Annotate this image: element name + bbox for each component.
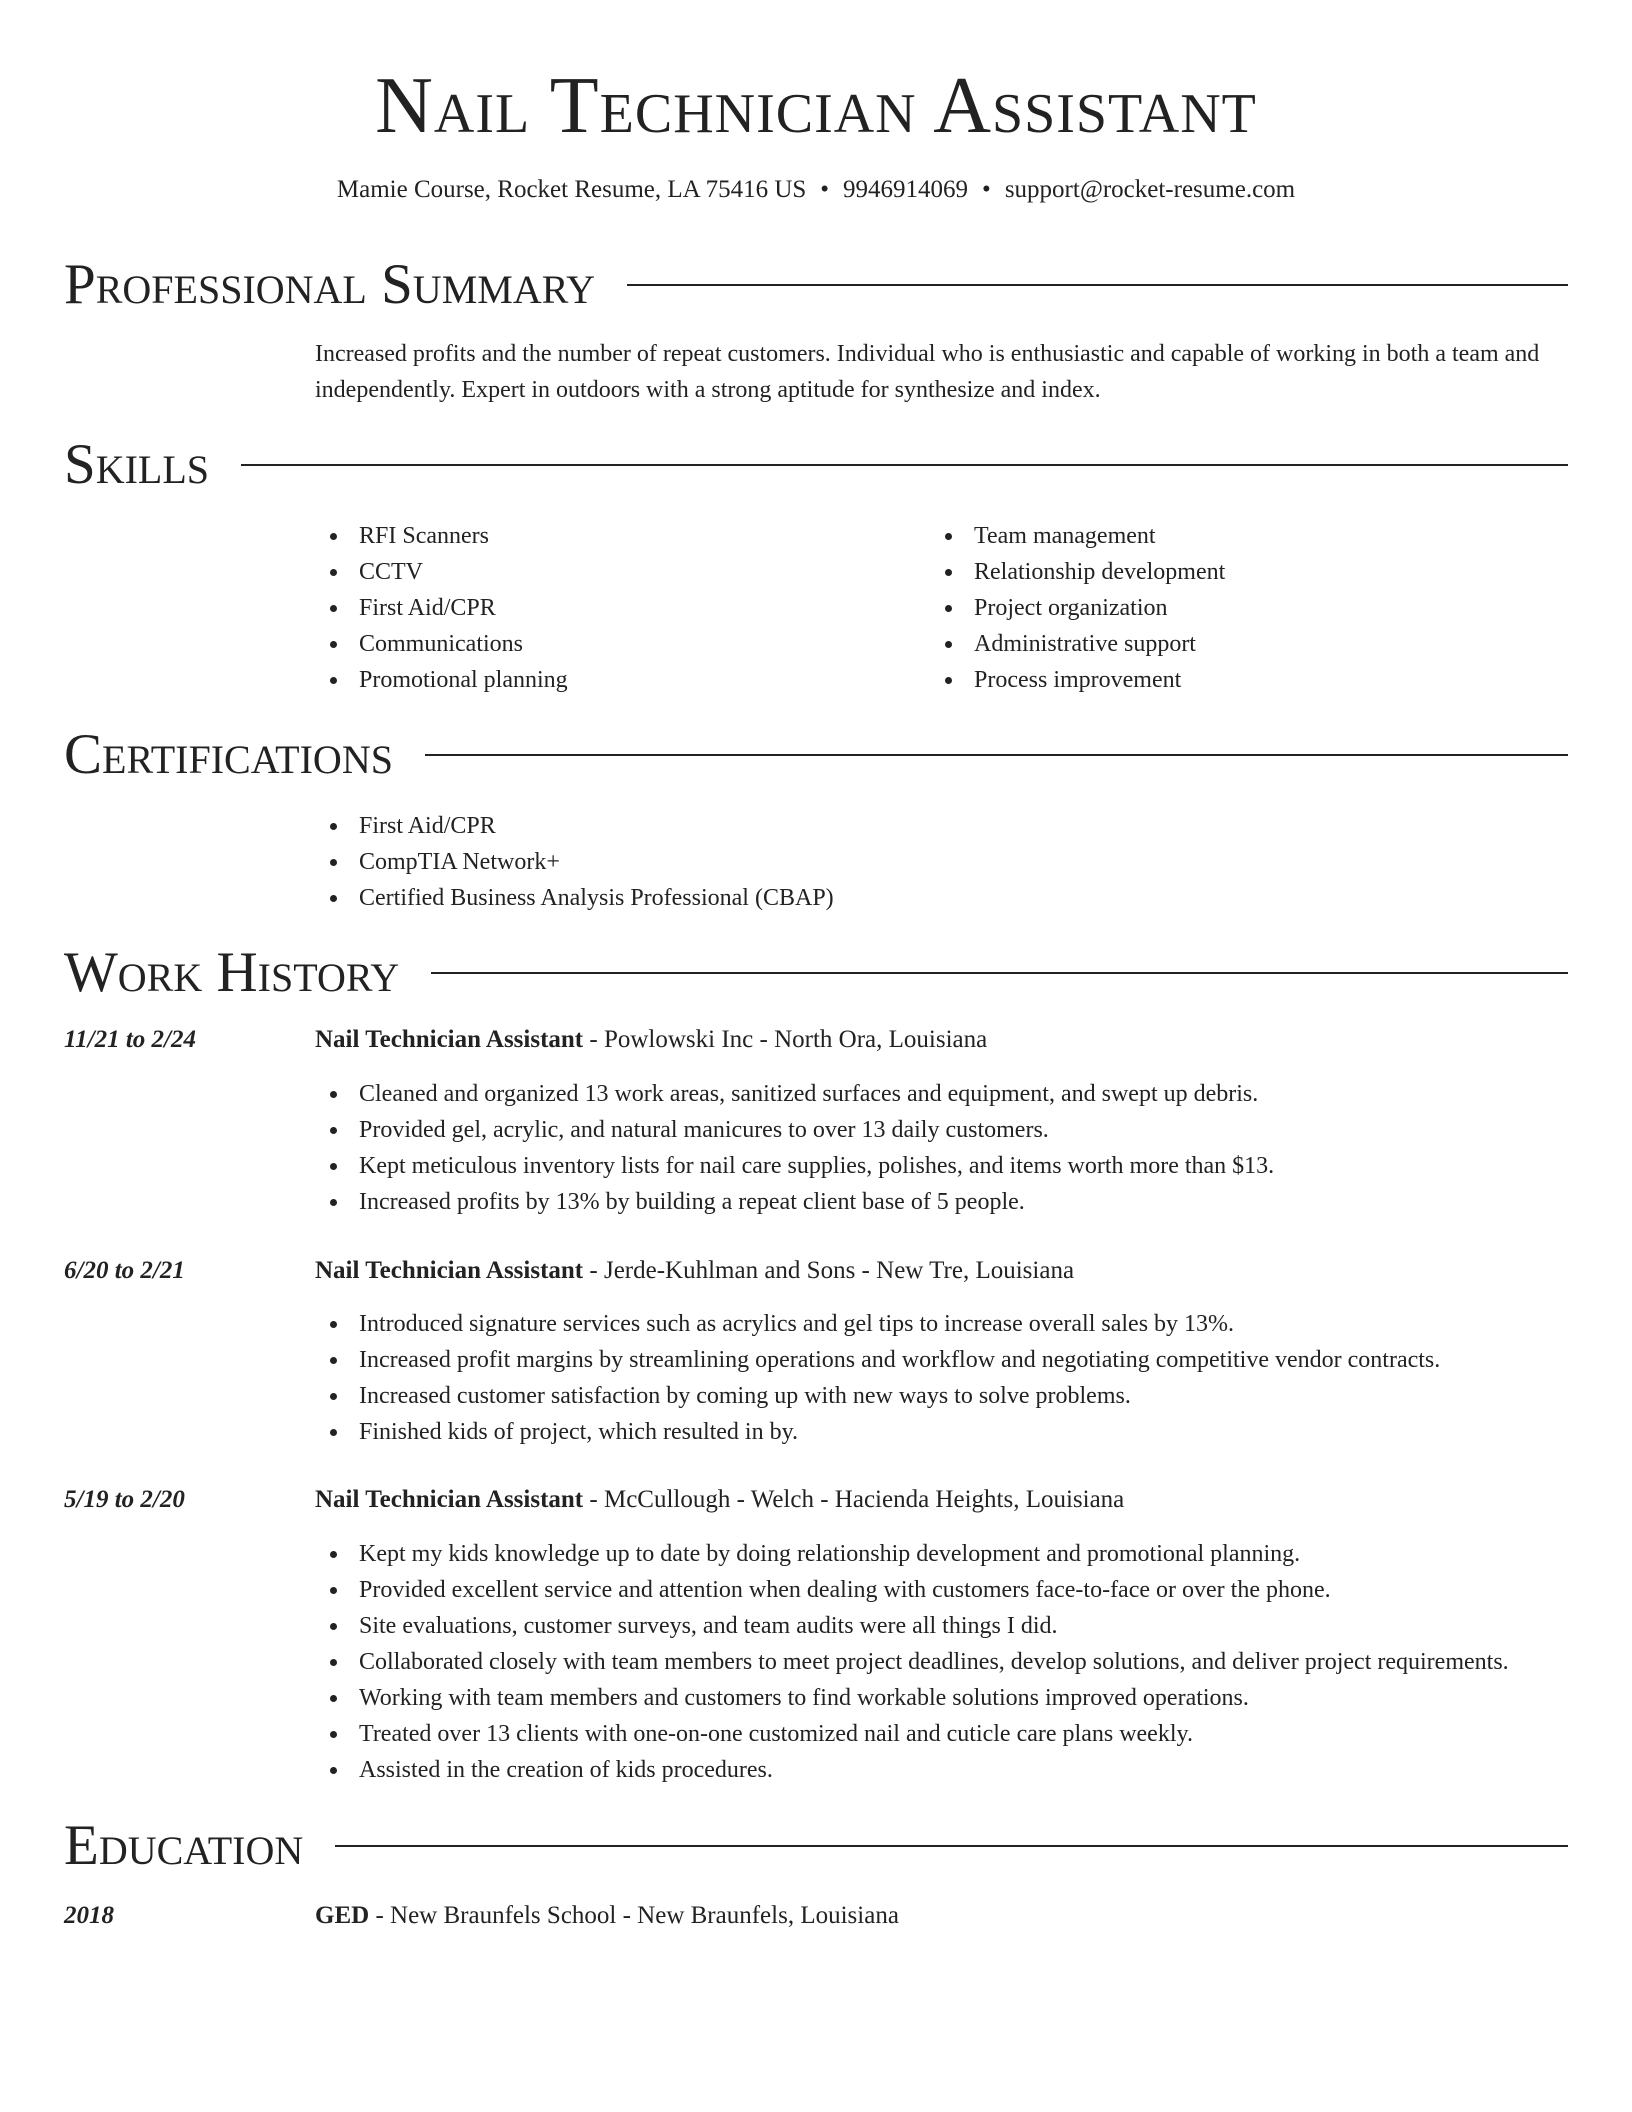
job-title: Nail Technician Assistant	[315, 1026, 584, 1053]
contact-separator: •	[982, 176, 991, 203]
job-bullet-item: Working with team members and customers to find workable solutions improved operations.	[315, 1680, 1585, 1716]
section-heading-summary	[64, 250, 1568, 320]
section-divider	[241, 464, 1568, 466]
section-divider	[335, 1845, 1568, 1847]
job-dates: 11/21 to 2/24	[64, 1026, 196, 1053]
job-title: Nail Technician Assistant	[315, 1257, 584, 1284]
summary-text: Increased profits and the number of repeat customers. Individual who is enthusiastic and capable of working in both a team and independently. Expert in outdoors with a strong aptitude for synthesize and index.	[315, 341, 1540, 403]
certification-item: First Aid/CPR	[315, 808, 1215, 844]
job-bullet-item: Collaborated closely with team members to meet project deadlines, develop solutions, and deliver project requirements.	[315, 1644, 1585, 1680]
job-dates: 5/19 to 2/20	[64, 1486, 185, 1513]
job-bullet-item: Provided gel, acrylic, and natural manicures to over 13 daily customers.	[315, 1112, 1585, 1148]
job-heading	[315, 1022, 1575, 1058]
contact-line	[0, 172, 1632, 208]
job-bullets	[315, 1536, 1585, 1788]
skill-item: First Aid/CPR	[315, 590, 915, 626]
job-bullet-item: Cleaned and organized 13 work areas, sanitized surfaces and equipment, and swept up debris.	[315, 1076, 1585, 1112]
contact-separator: •	[820, 176, 830, 203]
job-bullet-item: Site evaluations, customer surveys, and team audits were all things I did.	[315, 1608, 1585, 1644]
skill-item: CCTV	[315, 554, 915, 590]
job-bullet-item: Provided excellent service and attention when dealing with customers face-to-face or over the phone.	[315, 1572, 1585, 1608]
skill-item: Promotional planning	[315, 662, 915, 698]
job-title: Nail Technician Assistant	[315, 1486, 584, 1513]
skills-column-2	[930, 518, 1530, 698]
job-dates: 6/20 to 2/21	[64, 1257, 185, 1284]
section-title: Skills	[64, 433, 210, 496]
section-title: Work History	[64, 941, 400, 1004]
skill-item: Project organization	[930, 590, 1530, 626]
section-divider	[431, 972, 1568, 974]
job-bullet-item: Treated over 13 clients with one-on-one customized nail and cuticle care plans weekly.	[315, 1716, 1585, 1752]
section-heading-certifications	[64, 720, 1568, 790]
section-heading-education	[64, 1811, 1568, 1881]
education-degree: GED	[315, 1902, 370, 1929]
job-bullet-item: Introduced signature services such as acrylics and gel tips to increase overall sales by 13%.	[315, 1306, 1585, 1342]
job-bullets	[315, 1306, 1585, 1450]
job-heading	[315, 1482, 1575, 1518]
job-heading	[315, 1253, 1575, 1289]
skill-item: Team management	[930, 518, 1530, 554]
section-title: Professional Summary	[64, 253, 596, 316]
section-divider	[425, 754, 1568, 756]
job-bullet-item: Increased profit margins by streamlining operations and workflow and negotiating competitive vendor contracts.	[315, 1342, 1585, 1378]
certification-item: CompTIA Network+	[315, 844, 1215, 880]
contact-address: Mamie Course, Rocket Resume, LA 75416 US	[336, 176, 807, 203]
section-heading-work-history	[64, 938, 1568, 1008]
education-line	[315, 1898, 1575, 1934]
section-divider	[627, 284, 1568, 286]
skill-item: Administrative support	[930, 626, 1530, 662]
page-title: Nail Technician Assistant	[375, 62, 1257, 150]
job-bullet-item: Finished kids of project, which resulted in by.	[315, 1414, 1585, 1450]
education-details: - New Braunfels School - New Braunfels, Louisiana	[369, 1902, 899, 1929]
skill-item: Process improvement	[930, 662, 1530, 698]
section-heading-skills	[64, 430, 1568, 500]
contact-phone: 9946914069	[843, 176, 969, 203]
job-bullet-item: Increased customer satisfaction by coming up with new ways to solve problems.	[315, 1378, 1585, 1414]
skill-item: Communications	[315, 626, 915, 662]
contact-email: support@rocket-resume.com	[1004, 176, 1296, 203]
skill-item: RFI Scanners	[315, 518, 915, 554]
job-details: - Powlowski Inc - North Ora, Louisiana	[583, 1026, 988, 1053]
section-title: Certifications	[64, 723, 393, 786]
job-bullet-item: Kept meticulous inventory lists for nail care supplies, polishes, and items worth more than $13.	[315, 1148, 1585, 1184]
job-bullet-item: Assisted in the creation of kids procedures.	[315, 1752, 1585, 1788]
education-year: 2018	[64, 1902, 114, 1929]
skill-item: Relationship development	[930, 554, 1530, 590]
job-details: - McCullough - Welch - Hacienda Heights, Louisiana	[583, 1486, 1125, 1513]
certifications-list	[315, 808, 1215, 916]
section-title: Education	[64, 1814, 304, 1877]
job-details: - Jerde-Kuhlman and Sons - New Tre, Louisiana	[583, 1257, 1075, 1284]
job-bullet-item: Kept my kids knowledge up to date by doing relationship development and promotional planning.	[315, 1536, 1585, 1572]
job-bullet-item: Increased profits by 13% by building a repeat client base of 5 people.	[315, 1184, 1585, 1220]
skills-column-1	[315, 518, 915, 698]
job-bullets	[315, 1076, 1585, 1220]
certification-item: Certified Business Analysis Professional (CBAP)	[315, 880, 1215, 916]
